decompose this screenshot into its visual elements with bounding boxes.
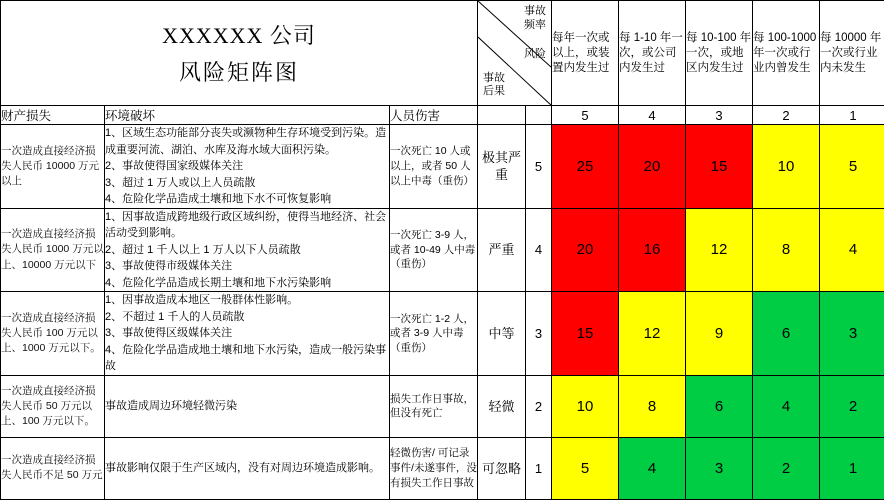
personnel-injury-cell: 损失工作日事故，但没有死亡 [390, 375, 478, 437]
axis-corner-cell [478, 1, 552, 106]
environment-damage-cell: 事故影响仅限于生产区域内，没有对周边环境造成影响。 [105, 437, 390, 499]
risk-score-cell[interactable]: 12 [619, 292, 686, 376]
risk-score-cell[interactable]: 3 [686, 437, 753, 499]
personnel-injury-cell: 轻微伤害/ 可记录事件/未遂事件，没有损失工作日事故 [390, 437, 478, 499]
risk-score-cell[interactable]: 1 [820, 437, 884, 499]
risk-score-cell[interactable]: 16 [619, 208, 686, 292]
risk-score-cell[interactable]: 8 [619, 375, 686, 437]
severity-label-cell: 轻微 [478, 375, 526, 437]
matrix-row [1, 437, 884, 499]
frequency-rank-3: 3 [686, 106, 753, 125]
subheader-row [1, 106, 884, 125]
property-loss-cell: 一次造成直接经济损失人民币 100 万元以上、1000 万元以下。 [1, 292, 105, 376]
frequency-axis-label: 事故 频率 [524, 5, 546, 31]
frequency-rank-2: 4 [619, 106, 686, 125]
personnel-injury-cell: 一次死亡 10 人或以上，或者 50 人以上中毒（重伤） [390, 125, 478, 209]
property-loss-cell: 一次造成直接经济损失人民币 50 万元以上、100 万元以下。 [1, 375, 105, 437]
severity-label-cell: 中等 [478, 292, 526, 376]
risk-score-cell[interactable]: 2 [753, 437, 820, 499]
risk-score-cell[interactable]: 6 [753, 292, 820, 376]
risk-score-cell[interactable]: 2 [820, 375, 884, 437]
risk-score-cell[interactable]: 4 [753, 375, 820, 437]
severity-rank-cell: 5 [526, 125, 552, 209]
matrix-row [1, 208, 884, 292]
environment-damage-cell: 1、区域生态功能部分丧失或濒物种生存环境受到污染。造成重要河流、湖泊、水库及海水域大面积污染。 2、事故使得国家级媒体关注 3、超过 1 万人或以上人员疏散 4、危险化学品造成土壤和地下水不可恢复影响 [105, 125, 390, 209]
risk-score-cell[interactable]: 6 [686, 375, 753, 437]
consequence-axis-label: 事故 后果 [483, 71, 505, 98]
frequency-column-header-2: 每 1-10 年一次，或公司内发生过 [619, 1, 686, 106]
risk-score-cell[interactable]: 25 [552, 125, 619, 209]
frequency-column-header-5: 每 10000 年一次或行业内未发生 [820, 1, 884, 106]
risk-score-cell[interactable]: 8 [753, 208, 820, 292]
environment-damage-cell: 1、因事故造成跨地级行政区域纠纷，使得当地经济、社会活动受到影响。 2、超过 1 千人以上 1 万人以下人员疏散 3、事故使得市级媒体关注 4、危险化学品造成长期土壤和地下水污染影响 [105, 208, 390, 292]
severity-rank-cell: 1 [526, 437, 552, 499]
frequency-rank-4: 2 [753, 106, 820, 125]
frequency-column-header-3: 每 10-100 年一次，或地区内发生过 [686, 1, 753, 106]
risk-axis-label: 风险 [524, 48, 546, 60]
risk-score-cell[interactable]: 3 [820, 292, 884, 376]
property-loss-cell: 一次造成直接经济损失人民币 10000 万元以上 [1, 125, 105, 209]
risk-score-cell[interactable]: 15 [686, 125, 753, 209]
header-row [1, 1, 884, 106]
environment-damage-cell: 1、因事故造成本地区一般群体性影响。 2、不超过 1 千人的人员疏散 3、事故使得区级媒体关注 4、危险化学品造成地土壤和地下水污染，造成一般污染事故 [105, 292, 390, 376]
frequency-column-header-1: 每年一次或以上，或装置内发生过 [552, 1, 619, 106]
environment-damage-header: 环境破坏 [105, 106, 390, 125]
severity-label-cell: 极其严重 [478, 125, 526, 209]
risk-score-cell[interactable]: 20 [619, 125, 686, 209]
page-title [1, 1, 478, 106]
risk-score-cell[interactable]: 5 [552, 437, 619, 499]
matrix-row [1, 292, 884, 376]
risk-score-cell[interactable]: 10 [552, 375, 619, 437]
risk-score-cell[interactable]: 15 [552, 292, 619, 376]
personnel-injury-cell: 一次死亡 1-2 人，或者 3-9 人中毒（重伤） [390, 292, 478, 376]
environment-damage-cell: 事故造成周边环境轻微污染 [105, 375, 390, 437]
risk-score-cell[interactable]: 10 [753, 125, 820, 209]
matrix-row [1, 125, 884, 209]
risk-score-cell[interactable]: 9 [686, 292, 753, 376]
frequency-column-header-4: 每 100-1000 年一次或行业内曾发生 [753, 1, 820, 106]
frequency-rank-1: 5 [552, 106, 619, 125]
severity-rank-cell: 3 [526, 292, 552, 376]
risk-score-cell[interactable]: 20 [552, 208, 619, 292]
severity-rank-header-blank [526, 106, 552, 125]
matrix-title-line: 风险矩阵图 [178, 60, 299, 86]
severity-label-cell: 严重 [478, 208, 526, 292]
matrix-row [1, 375, 884, 437]
risk-score-cell[interactable]: 4 [820, 208, 884, 292]
property-loss-header: 财产损失 [1, 106, 105, 125]
severity-rank-cell: 4 [526, 208, 552, 292]
frequency-rank-5: 1 [820, 106, 884, 125]
severity-label-cell: 可忽略 [478, 437, 526, 499]
risk-score-cell[interactable]: 4 [619, 437, 686, 499]
personnel-injury-cell: 一次死亡 3-9 人，或者 10-49 人中毒（重伤） [390, 208, 478, 292]
risk-score-cell[interactable]: 12 [686, 208, 753, 292]
severity-header-blank [478, 106, 526, 125]
severity-rank-cell: 2 [526, 375, 552, 437]
company-title-line: XXXXXX 公司 [162, 23, 316, 49]
property-loss-cell: 一次造成直接经济损失人民币 1000 万元以上、10000 万元以下 [1, 208, 105, 292]
personnel-injury-header: 人员伤害 [390, 106, 478, 125]
risk-score-cell[interactable]: 5 [820, 125, 884, 209]
property-loss-cell: 一次造成直接经济损失人民币不足 50 万元 [1, 437, 105, 499]
